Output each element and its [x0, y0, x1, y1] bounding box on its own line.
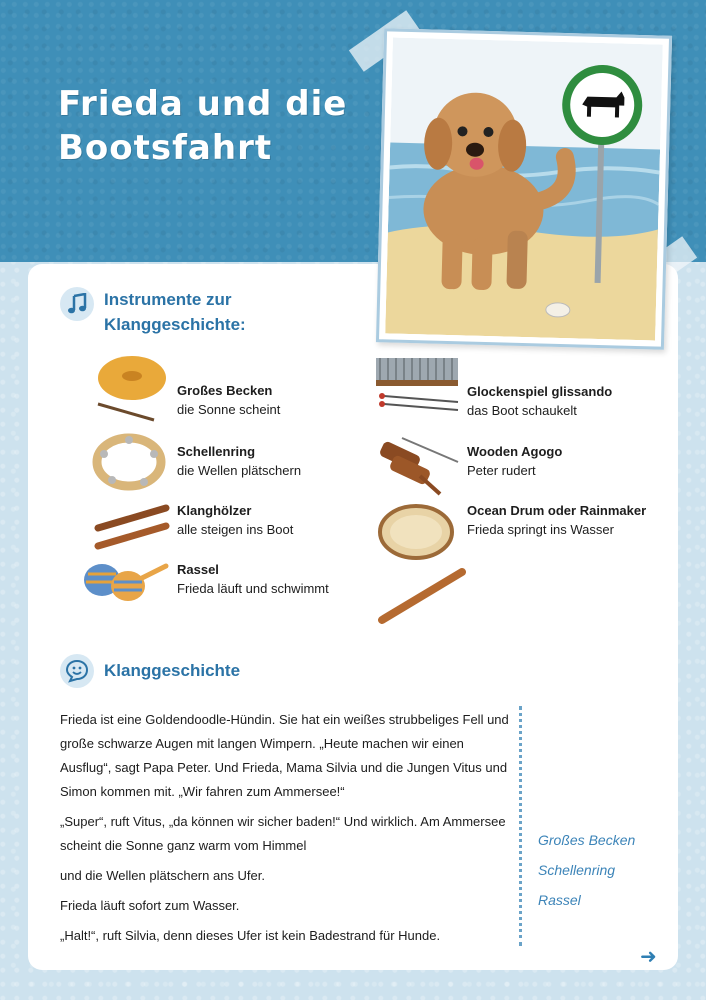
glockenspiel-picture	[372, 352, 462, 412]
instrument-desc: Frieda läuft und schwimmt	[177, 581, 329, 596]
cue-divider	[519, 706, 522, 946]
instrument-desc: die Wellen plätschern	[177, 463, 302, 478]
instrument-item	[177, 381, 280, 419]
story-paragraph: Frieda ist eine Goldendoodle-Hündin. Sie hat ein weißes strubbeliges Fell und große schwarze Augen mit langen Wimpern. „Heute machen wir einen Ausflug“, sagt Papa Peter. Und Frieda, Mama Silvia und die Jungen Vitus und Simon kommen mit. „Wir fahren zum Ammersee!“	[60, 712, 509, 799]
story-heading	[60, 654, 240, 688]
instrument-item	[177, 501, 293, 539]
dog-beach-image	[385, 38, 663, 341]
instrument-name: Ocean Drum oder Rainmaker	[467, 503, 647, 518]
instrument-desc: die Sonne scheint	[177, 402, 281, 417]
title-line-2: Bootsfahrt	[58, 128, 273, 168]
instruments-heading-line-2: Klanggeschichte:	[104, 315, 246, 334]
tambourine-picture	[92, 432, 166, 492]
instrument-item	[177, 442, 301, 480]
instrument-desc: Peter rudert	[467, 463, 536, 478]
instrument-name: Großes Becken	[177, 383, 273, 398]
cue-label: Großes Becken	[538, 832, 636, 848]
story-paragraph: „Halt!“, ruft Silvia, denn dieses Ufer ist kein Badestrand für Hunde.	[60, 928, 441, 943]
dog-illustration	[376, 28, 672, 349]
instrument-desc: alle steigen ins Boot	[177, 522, 294, 537]
instrument-name: Schellenring	[177, 444, 256, 459]
cue-label: Schellenring	[538, 862, 616, 878]
instrument-item	[467, 442, 562, 480]
story-text	[60, 708, 510, 954]
instrument-item	[467, 501, 646, 539]
instrument-desc: Frieda springt ins Wasser	[467, 522, 614, 537]
smiley-speech-icon	[60, 654, 94, 688]
page-title	[58, 82, 347, 170]
story-paragraph: „Super“, ruft Vitus, „da können wir sicher baden!“ Und wirklich. Am Ammersee scheint die Sonne ganz warm vom Himmel	[60, 814, 506, 853]
instrument-name: Klanghölzer	[177, 503, 252, 518]
title-line-1: Frieda und die	[58, 84, 348, 124]
instrument-item	[467, 382, 612, 420]
instrument-name: Rassel	[177, 562, 219, 577]
ocean-drum-picture	[376, 502, 466, 628]
story-paragraph: und die Wellen plätschern ans Ufer.	[60, 868, 265, 883]
instruments-heading	[60, 287, 246, 337]
story-paragraph: Frieda läuft sofort zum Wasser.	[60, 898, 240, 913]
instrument-name: Glockenspiel glissando	[467, 384, 613, 399]
maracas-picture	[80, 558, 170, 606]
story-heading-text: Klanggeschichte	[104, 661, 241, 680]
instruments-heading-line-1: Instrumente zur	[104, 290, 232, 309]
cymbal-picture	[94, 350, 174, 426]
arrow-right-icon[interactable]: ➜	[640, 946, 657, 968]
cue-label: Rassel	[538, 892, 581, 908]
music-note-icon	[60, 287, 94, 321]
instrument-item	[177, 560, 329, 598]
instrument-desc: das Boot schaukelt	[467, 403, 577, 418]
claves-picture	[92, 500, 172, 554]
wooden-agogo-picture	[374, 432, 460, 498]
instrument-name: Wooden Agogo	[467, 444, 563, 459]
